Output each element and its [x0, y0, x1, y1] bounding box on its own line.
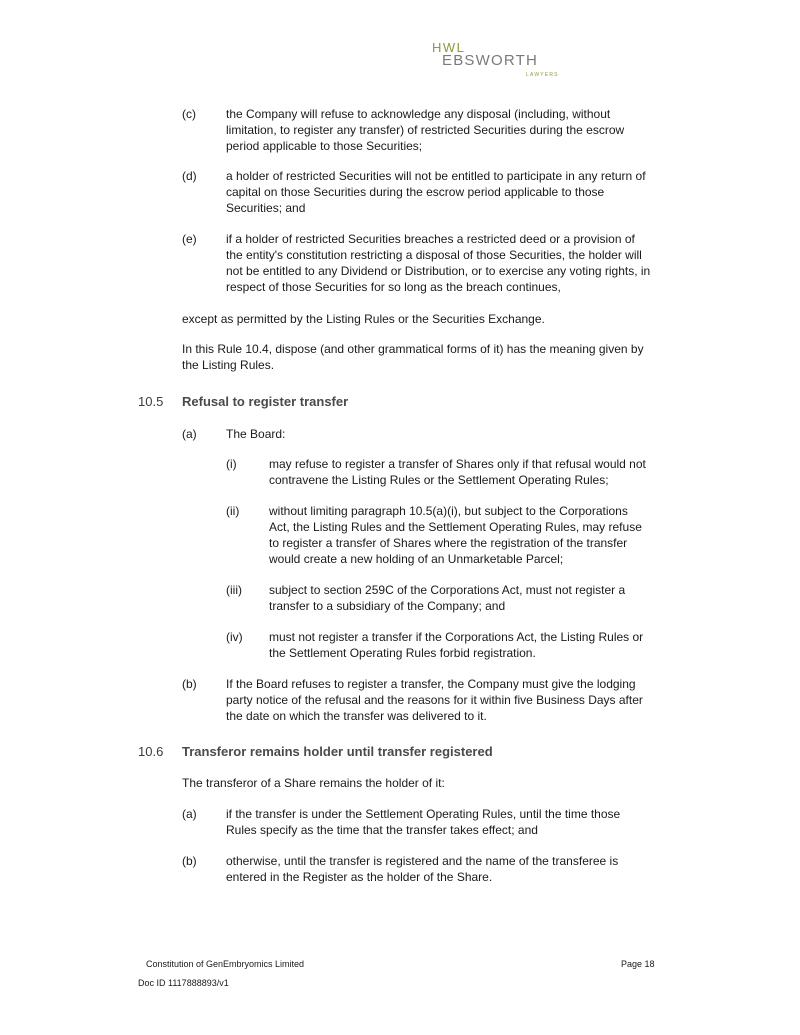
- subclause-text-line: would create a new holding of an Unmarketable Parcel;: [269, 552, 564, 566]
- subclause-text-line: may refuse to register a transfer of Shares only if that refusal would not: [269, 457, 646, 471]
- clause-text-line: period applicable to those Securities;: [226, 139, 423, 153]
- subclause-text-line: without limiting paragraph 10.5(a)(i), but subject to the Corporations: [269, 504, 628, 518]
- clause-text-line: capital on those Securities during the escrow period applicable to those: [226, 185, 605, 199]
- clause-label: (a): [182, 427, 197, 441]
- clause-text-line: If the Board refuses to register a transfer, the Company must give the lodging: [226, 677, 636, 691]
- logo-hwl: HWL: [432, 40, 466, 55]
- clause-text-line: The Board:: [226, 427, 286, 441]
- subclause-text-line: transfer to a subsidiary of the Company; and: [269, 599, 506, 613]
- clause-text-line: a holder of restricted Securities will not be entitled to participate in any return of: [226, 169, 646, 183]
- clause-text-line: entered in the Register as the holder of the Share.: [226, 870, 493, 884]
- subclause-text-line: Act, the Listing Rules and the Settlement Operating Rules, may refuse: [269, 520, 642, 534]
- clause-label: (e): [182, 232, 197, 246]
- subclause-text-line: must not register a transfer if the Corporations Act, the Listing Rules or: [269, 630, 644, 644]
- subclause-text-line: the Settlement Operating Rules forbid registration.: [269, 646, 536, 660]
- clause-text-line: the entity's constitution restricting a disposal of those Securities, the holder will: [226, 248, 642, 262]
- clause-text-line: Rules specify as the time that the transfer takes effect; and: [226, 823, 538, 837]
- footer-document-title: Constitution of GenEmbryomics Limited: [146, 959, 305, 969]
- clause-text-line: Securities; and: [226, 201, 306, 215]
- section-title: Refusal to register transfer: [182, 394, 349, 409]
- subclause-label: (ii): [226, 504, 240, 518]
- section-number: 10.6: [138, 744, 164, 759]
- subclause-text-line: to register a transfer of Shares where the registration of the transfer: [269, 536, 628, 550]
- section-number: 10.5: [138, 394, 164, 409]
- subclause-label: (iv): [226, 630, 243, 644]
- clause-text-line: respect of those Securities for so long as the breach continues,: [226, 280, 561, 294]
- section-intro: The transferor of a Share remains the holder of it:: [182, 776, 445, 790]
- logo-ebsworth: EBSWORTH: [442, 52, 538, 69]
- except-paragraph: except as permitted by the Listing Rules or the Securities Exchange.: [182, 312, 545, 326]
- paragraph-line: In this Rule 10.4, dispose (and other grammatical forms of it) has the meaning given by: [182, 342, 644, 356]
- clause-text-line: the Company will refuse to acknowledge any disposal (including, without: [226, 107, 611, 121]
- section-title: Transferor remains holder until transfer registered: [182, 744, 493, 759]
- clause-text-line: limitation, to register any transfer) of restricted Securities during the escrow: [226, 123, 625, 137]
- subclause-text-line: subject to section 259C of the Corporations Act, must not register a: [269, 583, 626, 597]
- clause-label: (d): [182, 169, 197, 183]
- logo-lawyers: LAWYERS: [526, 72, 559, 78]
- subclause-label: (i): [226, 457, 237, 471]
- clause-text-line: if the transfer is under the Settlement Operating Rules, until the time those: [226, 807, 621, 821]
- clause-text-line: otherwise, until the transfer is registered and the name of the transferee is: [226, 854, 619, 868]
- clause-text-line: if a holder of restricted Securities breaches a restricted deed or a provision of: [226, 232, 635, 246]
- clause-text-line: not be entitled to any Dividend or Distribution, or to exercise any voting rights, in: [226, 264, 651, 278]
- clause-text-line: the date on which the transfer was delivered to it.: [226, 709, 487, 723]
- clause-label: (b): [182, 677, 197, 691]
- paragraph-line: the Listing Rules.: [182, 358, 275, 372]
- hwl-ebsworth-logo: [432, 40, 572, 80]
- clause-text-line: party notice of the refusal and the reasons for it within five Business Days after: [226, 693, 643, 707]
- clause-label: (c): [182, 107, 196, 121]
- clause-label: (a): [182, 807, 197, 821]
- subclause-text-line: contravene the Listing Rules or the Settlement Operating Rules;: [269, 473, 609, 487]
- footer-doc-id: Doc ID 1117888893/v1: [138, 978, 229, 988]
- footer-page-number: Page 18: [621, 959, 655, 969]
- subclause-label: (iii): [226, 583, 242, 597]
- clause-label: (b): [182, 854, 197, 868]
